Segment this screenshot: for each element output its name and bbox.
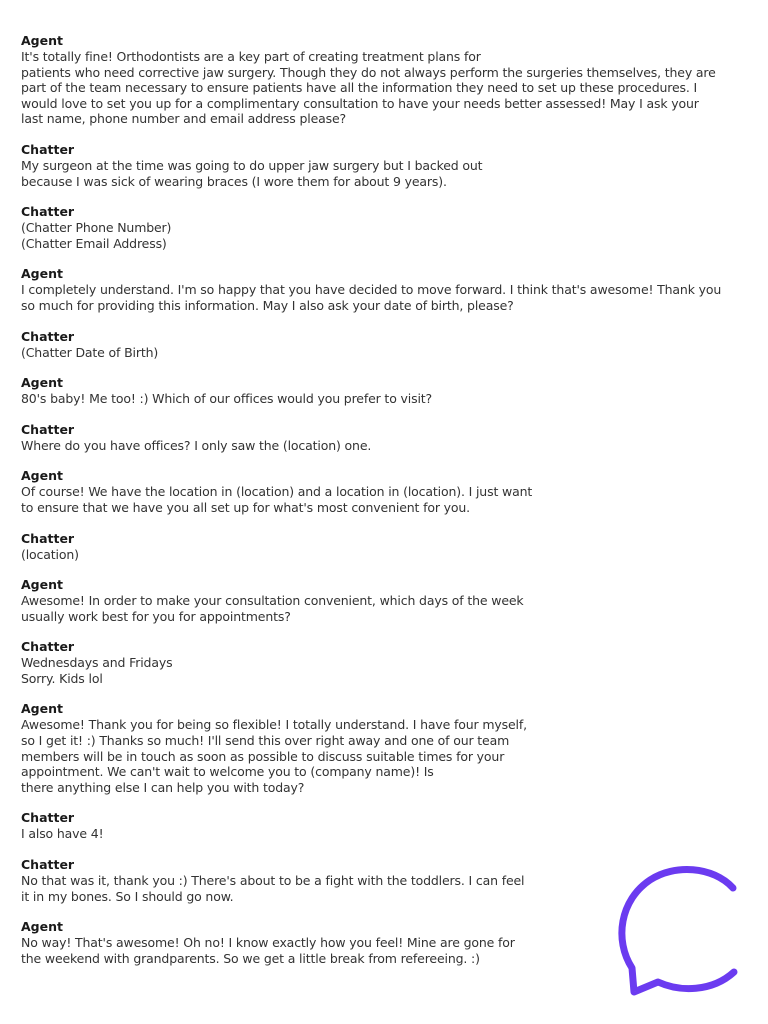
message-text-line: there anything else I can help you with today?: [21, 779, 305, 795]
speaker-name: Chatter: [21, 857, 75, 873]
speaker-name: Agent: [21, 577, 63, 593]
message-text-line: members will be in touch as soon as possible to discuss suitable times for your: [21, 748, 505, 764]
message-text-line: Wednesdays and Fridays: [21, 655, 173, 671]
speaker-name: Agent: [21, 468, 63, 484]
message-text-line: usually work best for you for appointments?: [21, 608, 291, 624]
message-text-line: (location): [21, 546, 79, 562]
speaker-name: Chatter: [21, 204, 75, 220]
chat-message: [21, 810, 756, 842]
message-text-line: (Chatter Phone Number): [21, 220, 172, 236]
speaker-name: Chatter: [21, 328, 75, 344]
chat-message: [21, 329, 756, 361]
speaker-name: Chatter: [21, 530, 75, 546]
speaker-name: Agent: [21, 701, 63, 717]
speaker-name: Chatter: [21, 810, 75, 826]
message-text-line: (Chatter Date of Birth): [21, 344, 159, 360]
speaker-name: Chatter: [21, 639, 75, 655]
message-text-line: patients who need corrective jaw surgery. Though they do not always perform the surgeries themselves, they are: [21, 64, 716, 80]
speaker-name: Chatter: [21, 421, 75, 437]
message-text-line: No that was it, thank you :) There's about to be a fight with the toddlers. I can feel: [21, 873, 525, 889]
message-text-line: 80's baby! Me too! :) Which of our offices would you prefer to visit?: [21, 391, 433, 407]
chat-message: [21, 204, 756, 251]
chat-message: [21, 142, 756, 189]
speaker-name: Agent: [21, 266, 63, 282]
speaker-name: Chatter: [21, 141, 75, 157]
message-text-line: I completely understand. I'm so happy that you have decided to move forward. I think that's awesome! Thank you: [21, 282, 722, 298]
message-text-line: Where do you have offices? I only saw the (location) one.: [21, 437, 372, 453]
chat-message: [21, 422, 756, 454]
message-text-line: Sorry. Kids lol: [21, 670, 103, 686]
speaker-name: Agent: [21, 375, 63, 391]
message-text-line: My surgeon at the time was going to do upper jaw surgery but I backed out: [21, 157, 483, 173]
message-text-line: so I get it! :) Thanks so much! I'll send this over right away and one of our team: [21, 733, 510, 749]
message-text-line: It's totally fine! Orthodontists are a key part of creating treatment plans for: [21, 49, 481, 64]
chat-message: [21, 33, 756, 127]
message-text-line: I also have 4!: [21, 826, 104, 842]
message-text-line: appointment. We can't wait to welcome you to (company name)! Is: [21, 764, 434, 780]
speaker-name: Agent: [21, 919, 63, 935]
message-text-line: No way! That's awesome! Oh no! I know exactly how you feel! Mine are gone for: [21, 935, 515, 951]
chat-message: [21, 468, 756, 515]
message-text-line: would love to set you up for a complimentary consultation to have your needs better assessed! May I ask your: [21, 95, 699, 111]
chat-message: [21, 266, 756, 313]
chat-transcript: [21, 33, 756, 981]
message-text-line: Awesome! Thank you for being so flexible! I totally understand. I have four myself,: [21, 717, 527, 733]
chat-message: [21, 375, 756, 407]
chat-message: [21, 701, 756, 795]
chat-message: [21, 577, 756, 624]
message-text-line: Awesome! In order to make your consultation convenient, which days of the week: [21, 593, 524, 609]
speaker-name: Agent: [21, 33, 63, 48]
chat-message: [21, 531, 756, 563]
message-text-line: (Chatter Email Address): [21, 235, 167, 251]
message-text-line: part of the team necessary to ensure patients have all the information they need to set up these procedures. I: [21, 80, 698, 96]
message-text-line: the weekend with grandparents. So we get a little break from refereeing. :): [21, 950, 480, 966]
message-text-line: because I was sick of wearing braces (I wore them for about 9 years).: [21, 173, 447, 189]
message-text-line: it in my bones. So I should go now.: [21, 888, 234, 904]
message-text-line: to ensure that we have you all set up for what's most convenient for you.: [21, 499, 470, 515]
chat-bubble-logo-icon: [612, 858, 752, 998]
chat-message: [21, 639, 756, 686]
message-text-line: Of course! We have the location in (location) and a location in (location). I just want: [21, 484, 533, 500]
message-text-line: so much for providing this information. May I also ask your date of birth, please?: [21, 297, 514, 313]
message-text-line: last name, phone number and email address please?: [21, 111, 347, 127]
